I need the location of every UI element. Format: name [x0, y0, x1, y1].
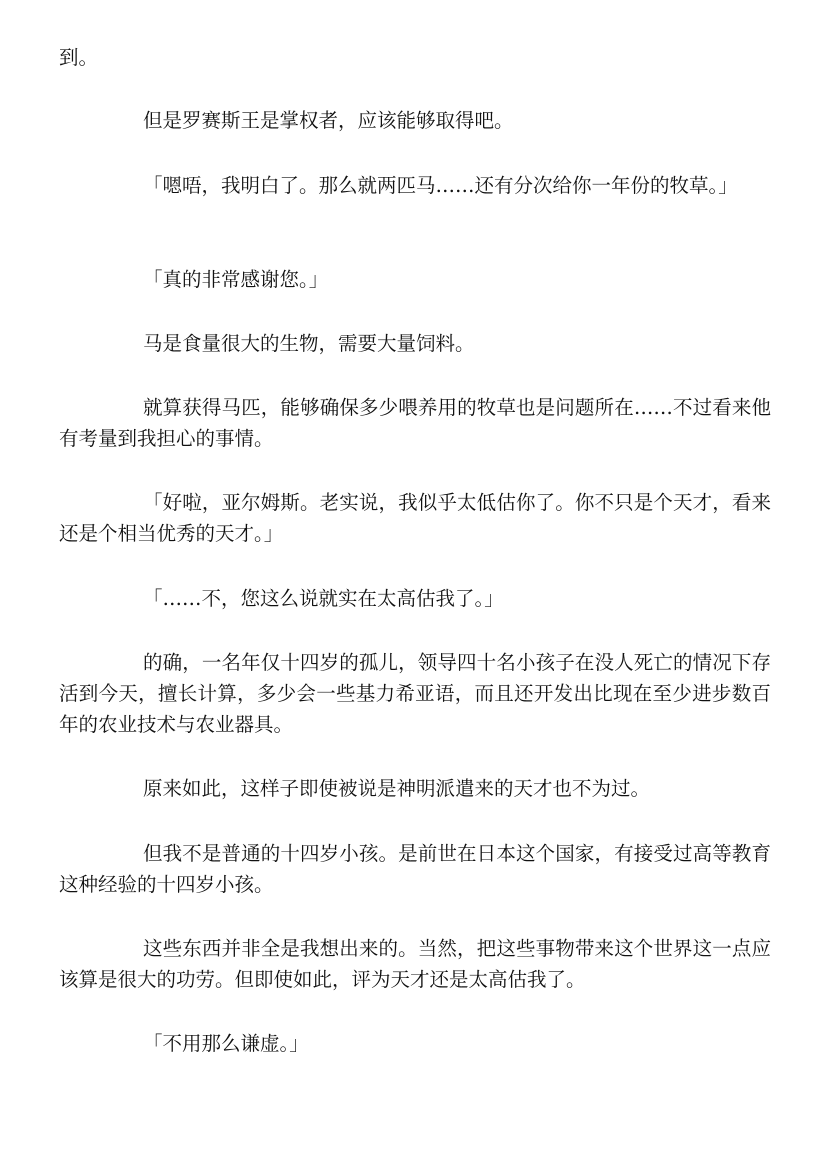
paragraph: 就算获得马匹，能够确保多少喂养用的牧草也是问题所在……不过看来他有考量到我担心的事情。 [59, 396, 771, 450]
paragraph: 的确，一名年仅十四岁的孤儿，领导四十名小孩子在没人死亡的情况下存活到今天，擅长计算，多少会一些基力希亚语，而且还开发出比现在至少进步数百年的农业技术与农业器具。 [59, 651, 771, 736]
dialogue-paragraph: 「好啦，亚尔姆斯。老实说，我似乎太低估你了。你不只是个天才，看来还是个相当优秀的天才。」 [59, 491, 771, 545]
dialogue-paragraph: 「……不，您这么说就实在太高估我了。」 [143, 587, 504, 610]
dialogue-paragraph: 「嗯唔，我明白了。那么就两匹马……还有分次给你一年份的牧草。」 [143, 174, 738, 197]
paragraph: 这些东西并非全是我想出来的。当然，把这些事物带来这个世界这一点应该算是很大的功劳。但即使如此，评为天才还是太高估我了。 [59, 937, 771, 991]
paragraph: 原来如此，这样子即使被说是神明派遣来的天才也不为过。 [143, 777, 651, 800]
paragraph-continuation: 到。 [59, 46, 99, 69]
paragraph: 但我不是普通的十四岁小孩。是前世在日本这个国家，有接受过高等教育这种经验的十四岁小孩。 [59, 842, 771, 896]
paragraph: 但是罗赛斯王是掌权者，应该能够取得吧。 [143, 109, 514, 132]
dialogue-paragraph: 「不用那么谦虚。」 [143, 1032, 309, 1055]
dialogue-paragraph: 「真的非常感谢您。」 [143, 268, 329, 291]
paragraph: 马是食量很大的生物，需要大量饲料。 [143, 332, 475, 355]
